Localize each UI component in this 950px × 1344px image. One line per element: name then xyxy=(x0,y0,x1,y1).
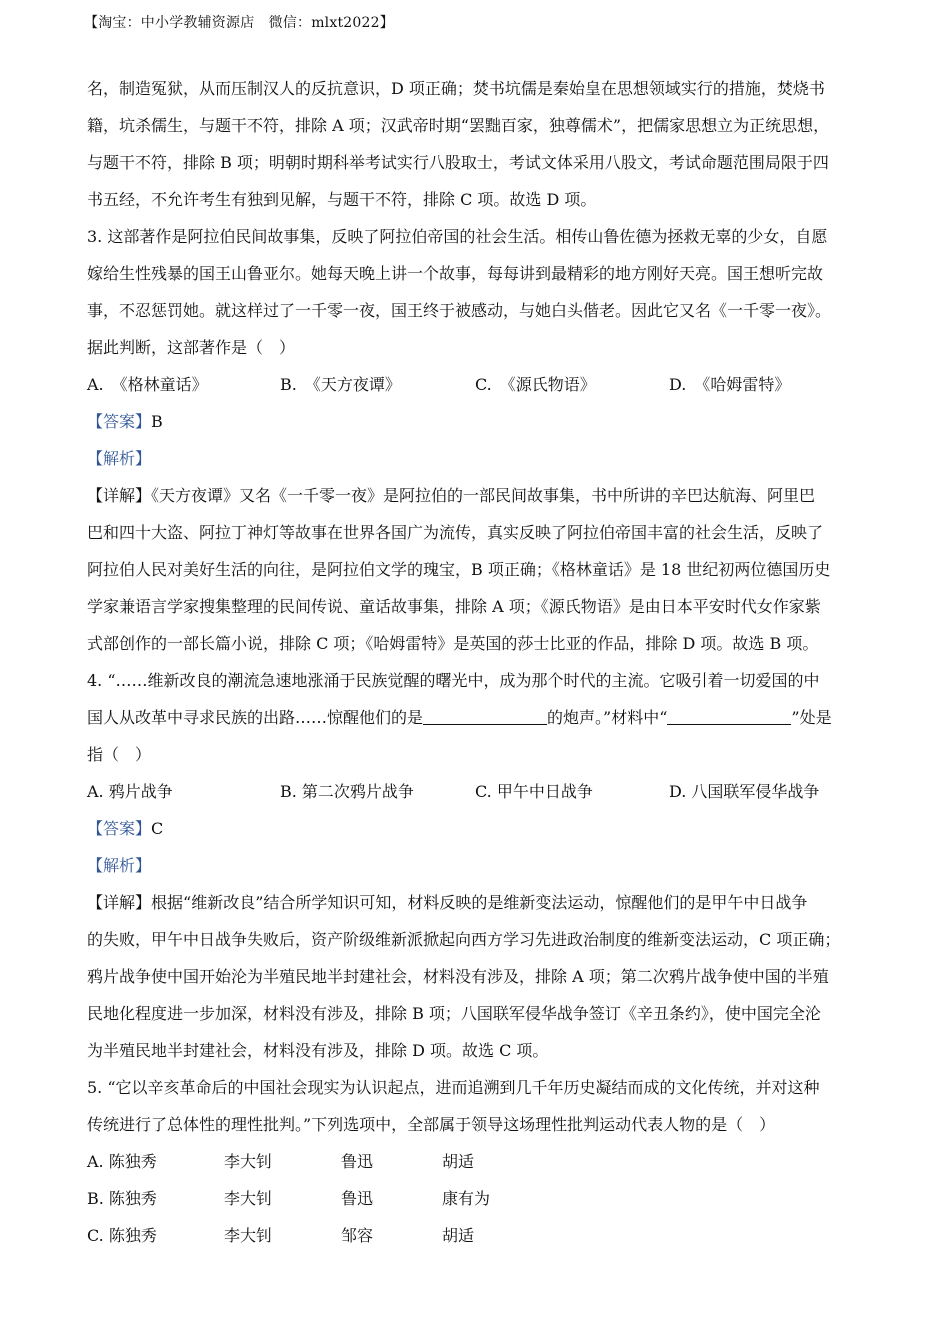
text-line: 阿拉伯人民对美好生活的向往，是阿拉伯文学的瑰宝，B 项正确；《格林童话》是 18 世纪初两位德国历史 xyxy=(87,560,831,579)
text-span: 的炮声。”材料中“ xyxy=(547,708,668,727)
answer-value: C xyxy=(151,819,164,838)
options-row xyxy=(87,366,877,403)
text-span: ”处是 xyxy=(791,708,832,727)
text-line: 名，制造冤狱，从而压制汉人的反抗意识，D 项正确；焚书坑儒是秦始皇在思想领域实行的措施，焚烧书 xyxy=(87,79,825,98)
question-text: 3. 这部著作是阿拉伯民间故事集，反映了阿拉伯帝国的社会生活。相传山鲁佐德为拯救无辜的少女，自愿 xyxy=(87,227,828,246)
text-line: 式部创作的一部长篇小说，排除 C 项；《哈姆雷特》是英国的莎士比亚的作品，排除 D 项。故选 B 项。 xyxy=(87,634,819,653)
text-line: 民地化程度进一步加深，材料没有涉及，排除 B 项；八国联军侵华战争签订《辛丑条约》，使中国完全沦 xyxy=(87,1004,821,1023)
option-cell: 鲁迅 xyxy=(341,1152,374,1171)
text-span: 国人从改革中寻求民族的出路……惊醒他们的是 xyxy=(87,708,424,727)
text-span: 根据“维新改良”结合所学知识可知，材料反映的是维新变法运动，惊醒他们的是甲午中日战争 xyxy=(151,893,808,912)
prev-explanation xyxy=(87,70,877,218)
option-cell: 康有为 xyxy=(442,1189,491,1208)
document-body xyxy=(87,70,877,1254)
answer-tag: 【答案】 xyxy=(87,412,152,431)
detail-line xyxy=(87,477,877,514)
question-text: 据此判断，这部著作是（ ） xyxy=(87,338,296,357)
option-c-row xyxy=(87,1217,877,1254)
question-text: 嫁给生性残暴的国王山鲁亚尔。她每天晚上讲一个故事，每每讲到最精彩的地方刚好天亮。国王想听完故 xyxy=(87,264,824,283)
analysis-tag: 【解析】 xyxy=(87,856,152,875)
answer-line xyxy=(87,810,877,847)
option-cell: 邹容 xyxy=(341,1226,374,1245)
option-cell: 李大钊 xyxy=(224,1152,273,1171)
option-b: B. 第二次鸦片战争 xyxy=(280,782,414,801)
text-line: 鸦片战争使中国开始沦为半殖民地半封建社会，材料没有涉及，排除 A 项；第二次鸦片战争使中国的半殖 xyxy=(87,967,829,986)
answer-tag: 【答案】 xyxy=(87,819,152,838)
option-cell: C. 陈独秀 xyxy=(87,1226,157,1245)
detail-tag: 【详解】 xyxy=(87,486,152,505)
option-b-row xyxy=(87,1180,877,1217)
text-line: 籍，坑杀儒生，与题干不符，排除 A 项；汉武帝时期“罢黜百家，独尊儒术”，把儒家思想立为正统思想， xyxy=(87,116,830,135)
question-text: 事，不忍惩罚她。就这样过了一千零一夜，国王终于被感动，与她白头偕老。因此它又名《一千零一夜》。 xyxy=(87,301,832,320)
question-text: 5. “它以辛亥革命后的中国社会现实为认识起点，进而追溯到几千年历史凝结而成的文化传统，并对这种 xyxy=(87,1078,820,1097)
text-line: 与题干不符，排除 B 项；明朝时期科举考试实行八股取士，考试文体采用八股文，考试命题范围局限于四 xyxy=(87,153,829,172)
fill-blank xyxy=(667,706,791,725)
option-cell: B. 陈独秀 xyxy=(87,1189,157,1208)
options-row xyxy=(87,773,877,810)
question-3 xyxy=(87,218,877,662)
answer-line xyxy=(87,403,877,440)
analysis-tag: 【解析】 xyxy=(87,449,152,468)
answer-value: B xyxy=(151,412,163,431)
question-text: 4. “……维新改良的潮流急速地涨涌于民族觉醒的曙光中，成为那个时代的主流。它吸引着一切爱国的中 xyxy=(87,671,820,690)
option-d: D. 八国联军侵华战争 xyxy=(669,782,820,801)
option-cell: 李大钊 xyxy=(224,1226,273,1245)
text-line: 书五经，不允许考生有独到见解，与题干不符，排除 C 项。故选 D 项。 xyxy=(87,190,597,209)
fill-blank xyxy=(423,706,547,725)
option-d: D. 《哈姆雷特》 xyxy=(669,375,791,394)
question-text xyxy=(87,699,877,736)
detail-tag: 【详解】 xyxy=(87,893,152,912)
detail-line xyxy=(87,884,877,921)
text-span: 《天方夜谭》又名《一千零一夜》是阿拉伯的一部民间故事集，书中所讲的辛巴达航海、阿里巴 xyxy=(151,486,816,505)
text-line: 巴和四十大盗、阿拉丁神灯等故事在世界各国广为流传，真实反映了阿拉伯帝国丰富的社会生活，反映了 xyxy=(87,523,824,542)
question-4 xyxy=(87,662,877,1069)
option-a-row xyxy=(87,1143,877,1180)
option-cell: 胡适 xyxy=(442,1152,475,1171)
question-5 xyxy=(87,1069,877,1254)
option-c: C. 甲午中日战争 xyxy=(475,782,593,801)
option-cell: A. 陈独秀 xyxy=(87,1152,157,1171)
question-text: 指（ ） xyxy=(87,745,152,764)
option-c: C. 《源氏物语》 xyxy=(475,375,596,394)
text-line: 的失败，甲午中日战争失败后，资产阶级维新派掀起向西方学习先进政治制度的维新变法运动，C 项正确； xyxy=(87,930,841,949)
text-line: 为半殖民地半封建社会，材料没有涉及，排除 D 项。故选 C 项。 xyxy=(87,1041,549,1060)
question-text: 传统进行了总体性的理性批判。”下列选项中，全部属于领导这场理性批判运动代表人物的是（ ） xyxy=(87,1115,776,1134)
text-line: 学家兼语言学家搜集整理的民间传说、童话故事集，排除 A 项；《源氏物语》是由日本平安时代女作家紫 xyxy=(87,597,821,616)
option-cell: 鲁迅 xyxy=(341,1189,374,1208)
option-a: A. 鸦片战争 xyxy=(87,782,173,801)
option-a: A. 《格林童话》 xyxy=(87,375,208,394)
option-cell: 胡适 xyxy=(442,1226,475,1245)
option-b: B. 《天方夜谭》 xyxy=(280,375,401,394)
option-cell: 李大钊 xyxy=(224,1189,273,1208)
page-header: 【淘宝：中小学教辅资源店 微信：mlxt2022】 xyxy=(84,15,394,31)
